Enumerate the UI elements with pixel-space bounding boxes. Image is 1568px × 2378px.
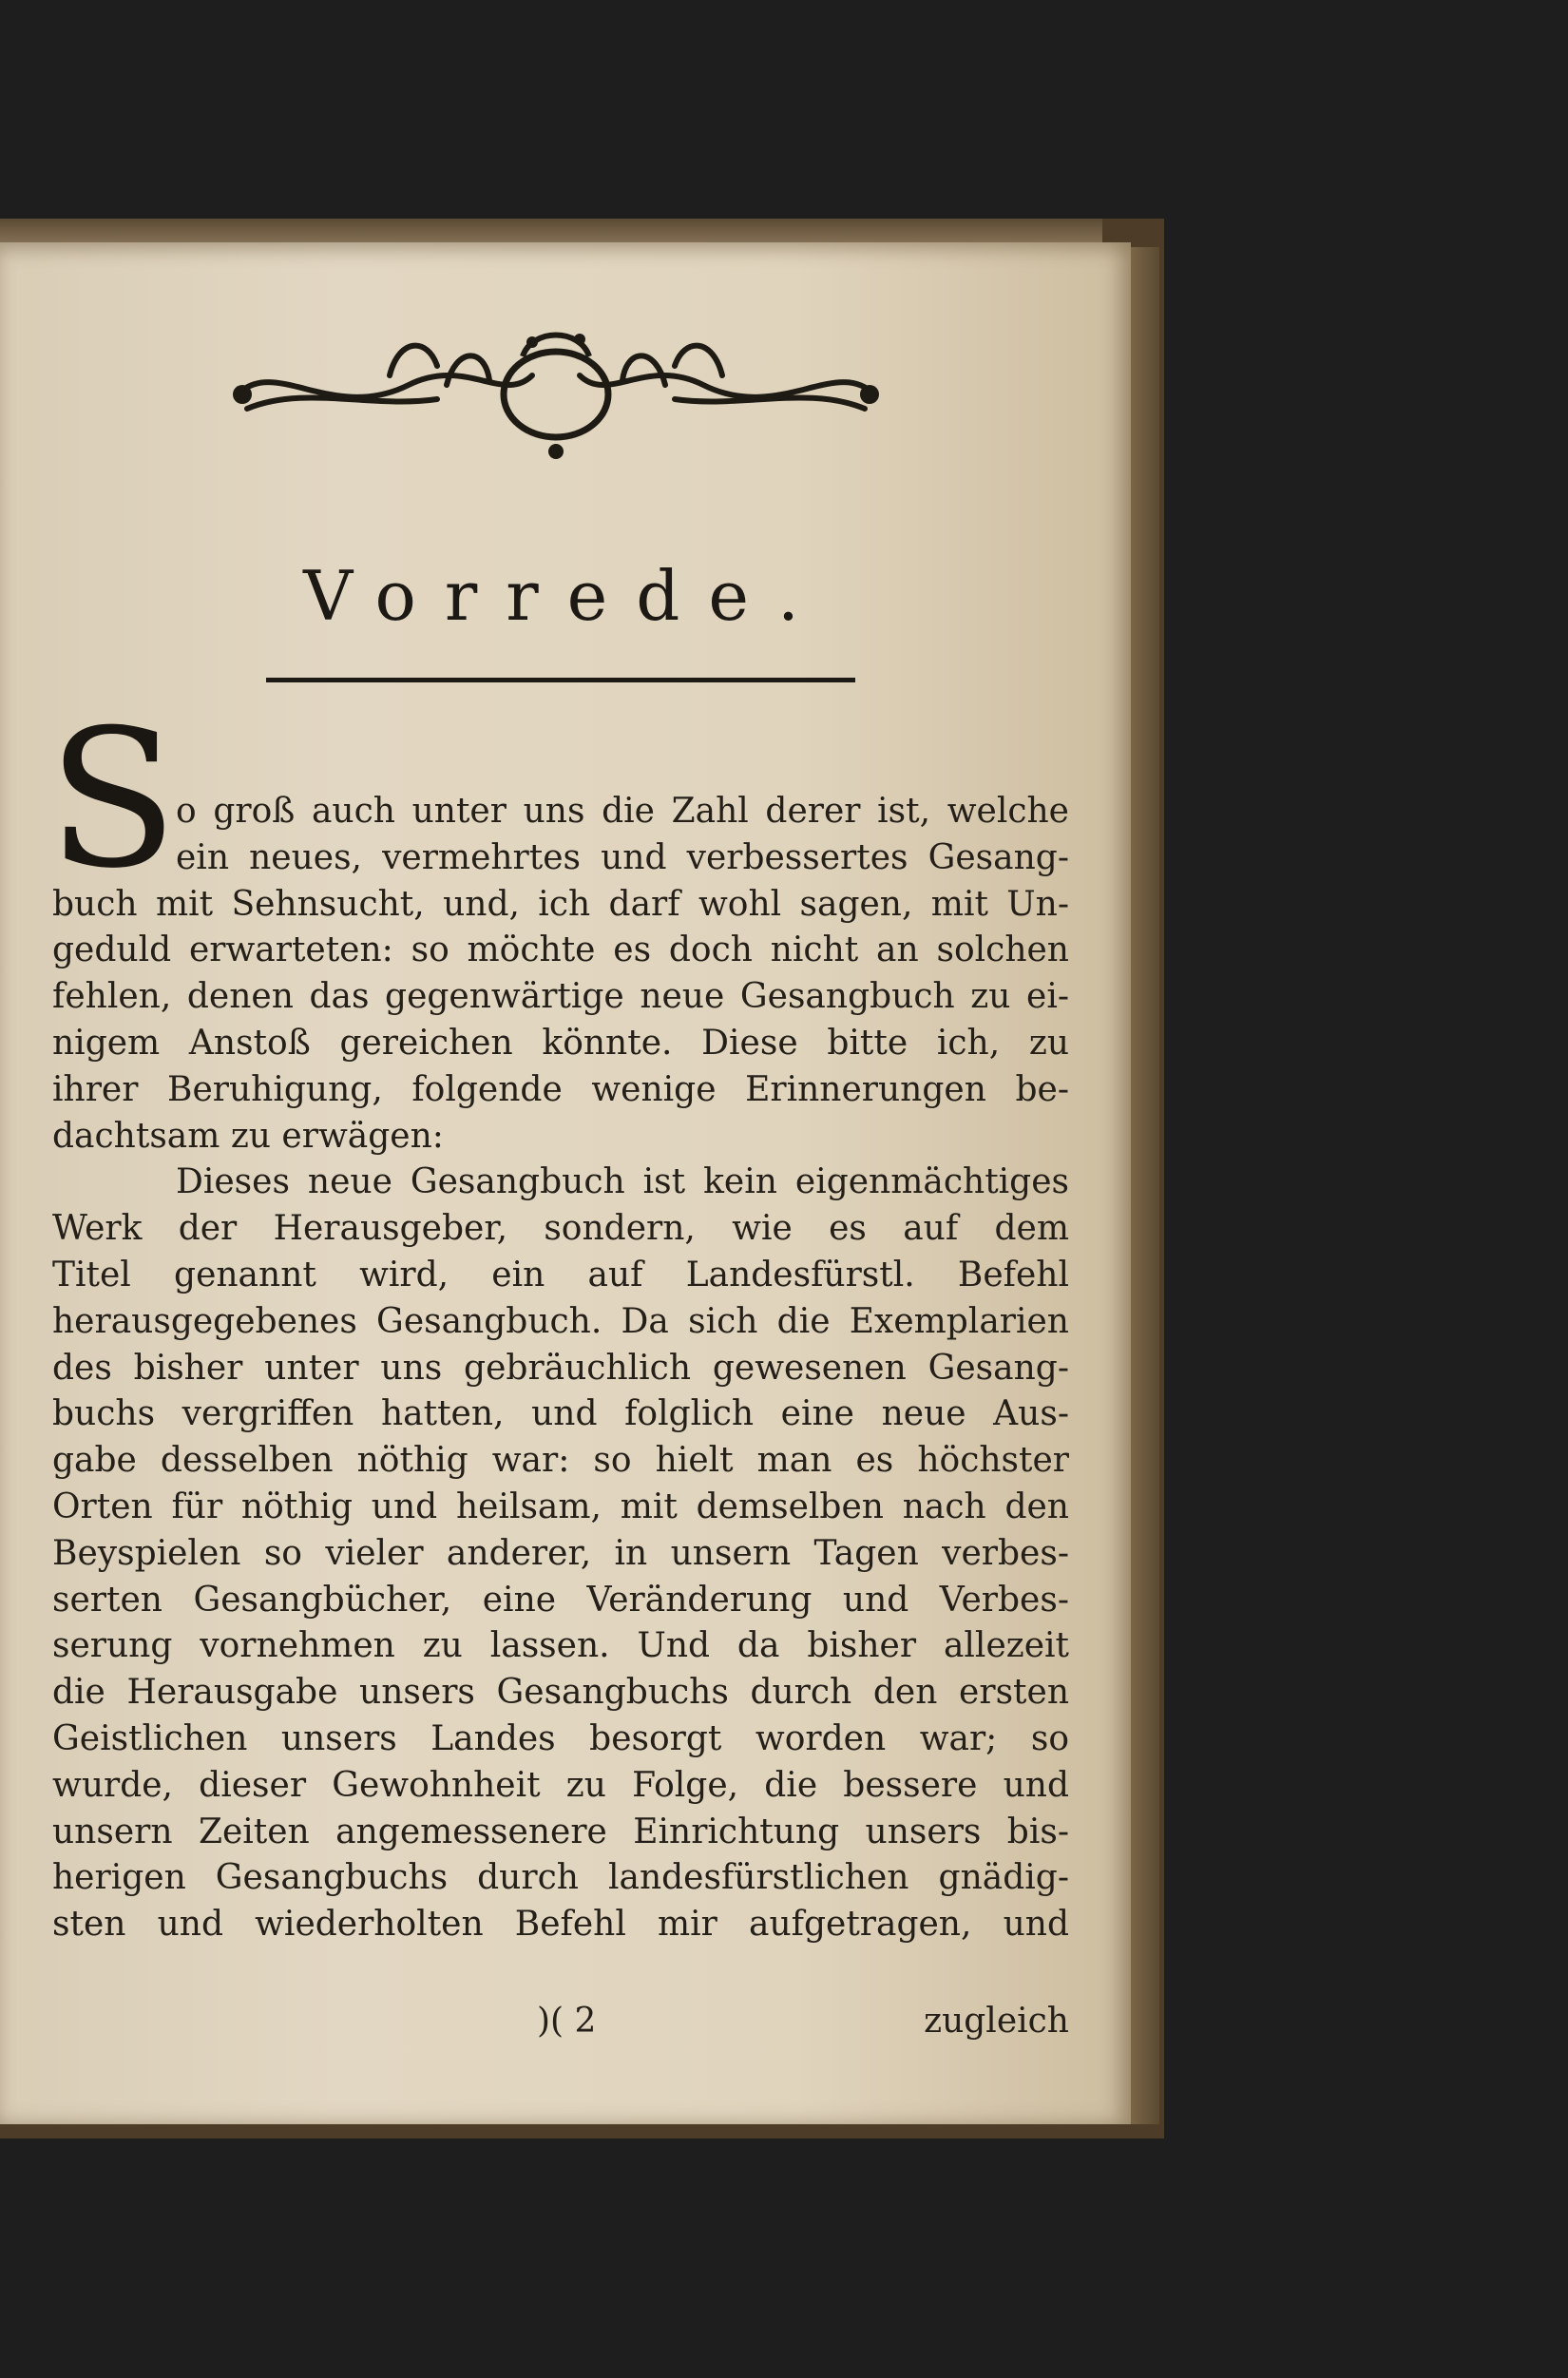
text-line: gabe desselben nöthig war: so hielt man es höchster	[52, 1441, 1069, 1481]
text-line: die Herausgabe unsers Gesangbuchs durch den ersten	[52, 1673, 1069, 1713]
text-line: herausgegebenes Gesangbuch. Da sich die Exemplarien	[52, 1301, 1069, 1341]
text-line: unsern Zeiten angemessenere Einrichtung unsers bis-	[52, 1812, 1069, 1851]
text-line: fehlen, denen das gegenwärtige neue Gesangbuch zu ei-	[52, 977, 1069, 1017]
text-line: Geistlichen unsers Landes besorgt worden war; so	[52, 1718, 1069, 1758]
title-rule	[266, 678, 855, 682]
catchword: zugleich	[924, 2002, 1069, 2041]
text-line: Beyspielen so vieler anderer, in unsern Tagen verbes-	[52, 1533, 1069, 1573]
text-line: Dieses neue Gesangbuch ist kein eigenmächtiges	[176, 1162, 1069, 1202]
text-line: des bisher unter uns gebräuchlich gewesenen Gesang-	[52, 1348, 1069, 1388]
text-line: ein neues, vermehrtes und verbessertes Gesang-	[176, 837, 1069, 877]
text-line: serung vornehmen zu lassen. Und da bisher allezeit	[52, 1626, 1069, 1666]
page-footer	[52, 2002, 1069, 2049]
text-line: wurde, dieser Gewohnheit zu Folge, die bessere und	[52, 1765, 1069, 1805]
text-line: herigen Gesangbuchs durch landesfürstlichen gnädig-	[52, 1858, 1069, 1898]
text-line: ihrer Beruhigung, folgende wenige Erinnerungen be-	[52, 1069, 1069, 1109]
drop-capital: S	[48, 689, 179, 911]
text-line: o groß auch unter uns die Zahl derer ist, welche	[176, 792, 1069, 831]
text-line: Werk der Herausgeber, sondern, wie es auf dem	[52, 1209, 1069, 1249]
signature-mark: )( 2	[537, 2002, 597, 2041]
text-line: buch mit Sehnsucht, und, ich darf wohl sagen, mit Un-	[52, 884, 1069, 924]
text-line: serten Gesangbücher, eine Veränderung und Verbes-	[52, 1580, 1069, 1620]
text-line: sten und wiederholten Befehl mir aufgetragen, und	[52, 1905, 1069, 1945]
page-edge	[1131, 247, 1159, 2124]
text-line: Orten für nöthig und heilsam, mit demselben nach den	[52, 1486, 1069, 1526]
text-line: Titel genannt wird, ein auf Landesfürstl. Befehl	[52, 1255, 1069, 1294]
headpiece-ornament-icon	[219, 318, 893, 470]
text-line: dachtsam zu erwägen:	[52, 1116, 444, 1156]
text-line: buchs vergriffen hatten, und folglich eine neue Aus-	[52, 1394, 1069, 1434]
page-title: Vorrede.	[303, 556, 828, 636]
text-line: geduld erwarteten: so möchte es doch nicht an solchen	[52, 930, 1069, 970]
text-line: nigem Anstoß gereichen könnte. Diese bitte ich, zu	[52, 1023, 1069, 1063]
body-text	[52, 789, 1069, 1948]
